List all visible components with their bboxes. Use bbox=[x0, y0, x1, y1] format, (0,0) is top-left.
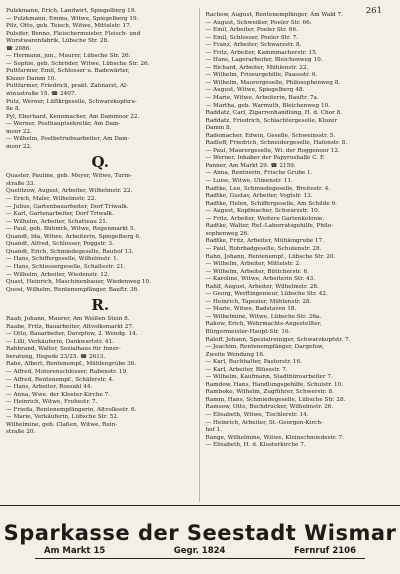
ad-bank-name: Sparkasse der Seestadt Wismar bbox=[3, 521, 397, 545]
right-column bbox=[206, 8, 395, 502]
directory-entry: — Anna, Rentnerin, Frische Grube 1. bbox=[205, 170, 313, 177]
directory-entry: Quandt, Ida, Witwe, Arbeiterin, Spiegelberg 6. bbox=[6, 233, 141, 240]
directory-entry: — Julius, Gartenbauarbeiter, Dorf Triwalk. bbox=[6, 203, 129, 210]
directory-entry: — Frieda, Rentenempfängerin, Altvolksstr. 6. bbox=[6, 406, 137, 413]
directory-entry: Raloff, Johann, Spezialreiniger, Schwarzkopfstr. 7. bbox=[205, 336, 351, 343]
directory-entry: moor 22. bbox=[6, 128, 32, 135]
directory-entry: moor 22. bbox=[6, 143, 32, 150]
entries-q bbox=[6, 173, 195, 294]
directory-entry: — Karl, Gartenarbeiter, Dorf Triwalk. bbox=[6, 211, 114, 218]
directory-entry: straße 20. bbox=[6, 429, 36, 436]
ad-founded: Gegr. 1824 bbox=[173, 546, 226, 556]
directory-entry: Raabe, Fritz, Bauarbeiter, Altvolksmarkt 27. bbox=[6, 323, 134, 330]
directory-entry: — Paul, Maurergeselle, Wi. der Roggenoor 12. bbox=[205, 147, 340, 154]
directory-entry: Raddatz, Friedrich, Schlachtergeselle, Kluzer bbox=[205, 117, 338, 124]
sparkasse-advertisement bbox=[0, 505, 400, 574]
directory-entry: — Werner, Posthauptsekretär, Am Dam- bbox=[6, 121, 121, 128]
directory-entry: Radtke, Helen, Schiffergeselle, Am Schilde 9. bbox=[205, 200, 337, 207]
entries-p bbox=[6, 8, 195, 151]
directory-entry: — Wilhelm, Arbeiter, Mittelstr. 2. bbox=[205, 261, 301, 268]
directory-entry: Pulsifer, Benno, Fleischermeister, Fleisch- und bbox=[6, 30, 141, 37]
directory-entry: Zweite Wendung 16. bbox=[205, 351, 265, 358]
directory-entry: — Heinrich, Arbeiter, St.-Georgen-Kirch- bbox=[205, 419, 323, 426]
directory-entry: — Hans, Arbeiter, Rossahl 44. bbox=[6, 384, 93, 391]
directory-entry: — Hans, Schiffergeselle, Wilhelmstr. 1. bbox=[6, 256, 119, 263]
directory-entry: Bürgermeister-Haupt-Str. 16. bbox=[205, 328, 291, 335]
directory-entry: Quandt, Erich, Schmiedegeselle, Bauhof 13. bbox=[6, 248, 134, 255]
directory-entry: — Marie, Witwe, Arbeiterin, Bauftr. 7a. bbox=[205, 95, 319, 102]
directory-entry: — Heinrich, Tapezier, Mühlenstr. 28. bbox=[205, 298, 312, 305]
section-letter-r: R. bbox=[91, 296, 110, 315]
directory-entry: Range, Wilhelmine, Witwe, Kleinschmiedestr. 7. bbox=[205, 434, 344, 441]
directory-entry: Panner, Am Markt 29. ☎ 2159. bbox=[205, 162, 296, 169]
directory-entry: — Alfred, Motorenschlosser, Rabenstr. 19. bbox=[6, 368, 128, 375]
directory-entry: — Karl, Buchhalter, Pastorstr. 16. bbox=[205, 359, 302, 366]
directory-entry: Rachow, August, Rentenempfänger, Am Wald 7. bbox=[205, 12, 343, 18]
directory-entry: beratung, Hegede 23/25. ☎ 2613. bbox=[6, 353, 106, 360]
directory-entry: Radtke, Walter, Ref.-Laborratsgehilfe, Philo- bbox=[205, 223, 333, 230]
directory-entry: — Richard, Arbeiter, Mühlenstr. 22. bbox=[205, 64, 309, 71]
directory-entry: Rademacher, Edwin, Geselle, Schweinsstr. 5. bbox=[205, 132, 336, 139]
directory-entry: Quost, Wilhelm, Rentenempfänger, Bauftr. 36. bbox=[6, 286, 140, 293]
directory-entry: Radtke, Fritz, Arbeiter, Mühlengrube 17. bbox=[205, 238, 324, 245]
directory-entry: — Marie, Verkäuferin, Lübsche Str. 52. bbox=[6, 414, 119, 421]
directory-entry: — Karl, Arbeiter, Blüssstr. 7. bbox=[205, 366, 288, 373]
directory-entry: Rabe, Albert, Rentenempf., Mühlengrube 36. bbox=[6, 361, 137, 368]
directory-entry: Ramsow, Otto, Buchdrucker, Wilhelmstr. 26. bbox=[205, 404, 334, 411]
directory-entry: — Alfred, Rentenempf., Schäferstr. 4. bbox=[6, 376, 114, 383]
directory-entry: — Hans, Schlossergeselle, Schaltestr. 21. bbox=[6, 263, 126, 270]
directory-entry: — Fritz, Arbeiter, Weitere Gartenkolonie. bbox=[205, 215, 325, 222]
directory-entry: Ramdow, Hans, Handlungsgehilfe, Schulstr. 10. bbox=[205, 381, 344, 388]
directory-entry: sophenweg 26. bbox=[205, 230, 249, 237]
ad-phone: Fernruf 2106 bbox=[293, 546, 356, 556]
directory-entry: ☎ 2086. bbox=[6, 45, 32, 52]
directory-entry: winustraße 15. ☎ 2407. bbox=[6, 91, 77, 98]
directory-entry: — Georg, Werftingenieur, Lübsche Str. 42. bbox=[205, 291, 328, 298]
directory-entry: hof 1. bbox=[205, 427, 222, 434]
directory-entry: Wurstwarenfabrik, Lübsche Str. 28. bbox=[6, 38, 109, 45]
directory-entry: — Sophie, geb. Schröder, Witwe, Lübsche Str. 26. bbox=[6, 60, 150, 67]
directory-entry: — Marie, Witwe, Badstaven 18. bbox=[205, 306, 297, 313]
directory-columns bbox=[6, 8, 394, 502]
directory-entry: — Wilhelm, Arbeiter, Schatteau 21. bbox=[6, 218, 108, 225]
directory-entry: — Heinrich, Witwe, Frohestr. 7. bbox=[6, 399, 98, 406]
directory-entry: ße 8. bbox=[6, 106, 21, 113]
directory-entry: — Paul, Rohrbadgeselle, Schutenstr. 28. bbox=[205, 245, 322, 252]
directory-entry: — Otto, Bauarbeiter, Darzpfow, 2. Wendg. 14. bbox=[6, 331, 138, 338]
directory-entry: Quandt, Alfred, Schlosser, Poggstr. 3. bbox=[6, 241, 114, 248]
directory-entry: — August, Witwe, Spiegelberg 48. bbox=[205, 87, 305, 94]
directory-entry: — Wilhelm, Postbetriebsarbeiter, Am Dam- bbox=[6, 136, 130, 143]
directory-entry: Rahn, Johann, Rentenempf., Lübsche Str. 20. bbox=[205, 253, 336, 260]
directory-entry: — Lilli, Verkäuferin, Dankwartstr. 41. bbox=[6, 338, 114, 345]
section-letter-q: Q. bbox=[91, 153, 110, 172]
directory-entry: — Wilhelm, Kaufmann, Stadtbüroarbeiter 7. bbox=[205, 374, 333, 381]
directory-entry: — Wilhelm, Maurergeselle, Philosophenweg 8. bbox=[205, 79, 341, 86]
directory-entry: Puttfarmer, Emil, Schlosser u. Badewärter, bbox=[6, 68, 130, 75]
directory-entry: — Wilhelmine, Witwe, Lübsche Str. 26a. bbox=[205, 313, 322, 320]
page-number: 261 bbox=[365, 6, 382, 16]
directory-entry: — Joachim, Rentenempfänger, Dargefow, bbox=[205, 344, 324, 351]
directory-entry: — Pulzkmann, Emma, Witwe, Spiegelberg 19. bbox=[6, 15, 139, 22]
directory-entry: Putz, Werner, Lüftkrgeselle, Schwarzkopfsra- bbox=[6, 98, 137, 105]
directory-entry: — Elisabeth, Witwe, Tischlerstr. 14. bbox=[205, 411, 309, 418]
directory-entry: Quast, Heinrich, Maschinenbauer, Wiedenweg 10. bbox=[6, 279, 151, 286]
directory-entry: Pilz, Otto, geb. Teisch, Witwe, Mittelstr. 17. bbox=[6, 23, 132, 30]
directory-entry: — Hermann, jun., Maurer, Lübsche Str. 26. bbox=[6, 53, 131, 60]
directory-entry: — Anna, Wwe. der Kloster-Kirche 7. bbox=[6, 391, 111, 398]
directory-entry: — Emil, Arbeiter, Poeler Str. 66. bbox=[205, 27, 298, 34]
ad-details-line bbox=[44, 546, 356, 556]
directory-entry: Raddatz, Carl, Zigarrenhandlung, H. d. Chor 8. bbox=[205, 110, 343, 117]
entries-r-continued bbox=[206, 12, 395, 450]
directory-entry: — August, Kopfmacher, Schwarzstr. 10. bbox=[205, 208, 320, 215]
directory-entry: Radloff, Friedrich, Schneidergeselle, Hafenstr. 8. bbox=[205, 140, 348, 147]
ad-underline bbox=[35, 558, 365, 559]
directory-entry: — Martha, geb. Warmuth, Bleichenweg 10. bbox=[205, 102, 331, 109]
directory-entry: Ramm, Hans, Schmiedegeselle, Lübsche Str. 28. bbox=[205, 396, 346, 403]
directory-entry: — August, Schweißer, Poeler Str. 66. bbox=[205, 19, 312, 26]
directory-entry: — Wilhelm, Friseurgehilfe, Paassstr. 6. bbox=[205, 72, 318, 79]
directory-entry: Quelitzow, August, Arbeiter, Wilhelmstr. 22. bbox=[6, 188, 133, 195]
directory-entry: Pyl, Eberhard, Kennmacher, Am Dammoor 22. bbox=[6, 113, 140, 120]
left-column bbox=[6, 8, 200, 502]
directory-entry: — Werner, Inhaber der Papyrushalle C. F. bbox=[205, 155, 325, 162]
directory-entry: Raab, Johann, Maurer, Am Weißen Stein 8. bbox=[6, 316, 130, 323]
entries-r bbox=[6, 316, 195, 437]
directory-entry: straße 33. bbox=[6, 180, 36, 187]
directory-entry: — Erich, Maler, Wilhelmstr. 22. bbox=[6, 196, 97, 203]
directory-entry: — Karoline, Witwe, Arbeiterin Str. 43. bbox=[205, 276, 316, 283]
directory-entry: Rahlf, August, Arbeiter, Wilhelmstr. 28. bbox=[205, 283, 319, 290]
ad-address: Am Markt 15 bbox=[44, 546, 106, 556]
directory-entry: — Luise, Witwe, Ulmenstr. 11. bbox=[205, 178, 293, 185]
directory-entry: — Hans, Lagerarbeiter, Bleichenweg 10. bbox=[205, 57, 323, 64]
directory-entry: — Franz, Arbeiter, Schwarzstr. 8. bbox=[205, 42, 302, 49]
directory-entry: Ramboke, Wilhelm, Zugführer, Schwerstr. 8. bbox=[205, 389, 334, 396]
directory-entry: — Emil, Schlosser, Poeler Str. 7. bbox=[205, 34, 299, 41]
directory-entry: — Wilhelm, Arbeiter, Wiedenstr. 12. bbox=[6, 271, 110, 278]
directory-entry: — Elisabeth, H. d. Klosterkirche 7. bbox=[205, 442, 306, 449]
directory-entry: — Fritz, Arbeiter, Kammmacherstr. 15. bbox=[205, 49, 318, 56]
directory-entry: Rabbrand, Walter, Sozialhaus für Inner- bbox=[6, 346, 121, 353]
directory-entry: Radtke, Gustav, Arbeiter, Vogtstr. 13. bbox=[205, 193, 313, 200]
directory-entry: Radtke, Leo, Schmiedegeselle, Breitestr. 4. bbox=[205, 185, 331, 192]
directory-entry: Pulzkmann, Erich, Landwirt, Spiegelberg 19. bbox=[6, 8, 137, 14]
directory-entry: Rakow, Erich, Wehrmachts-Angestellter, bbox=[205, 321, 322, 328]
directory-entry: Wilhelmine, geb. Claßen, Witwe, Rein- bbox=[6, 421, 118, 428]
directory-entry: Quaster, Pauline, geb. Meyer, Witwe, Turm- bbox=[6, 173, 132, 180]
directory-entry: — Paul, geb. Bühmck, Witwe, Regenmarkt 5. bbox=[6, 226, 136, 233]
directory-entry: — Wilhelm, Arbeiter, Büttcherstr. 6. bbox=[205, 268, 309, 275]
directory-entry: Puttfarmer, Friedrich, prakt. Zahnarzt, Al- bbox=[6, 83, 128, 90]
directory-entry: Kluzer Damm 10. bbox=[6, 75, 57, 82]
directory-entry: Damm 8. bbox=[205, 125, 232, 132]
